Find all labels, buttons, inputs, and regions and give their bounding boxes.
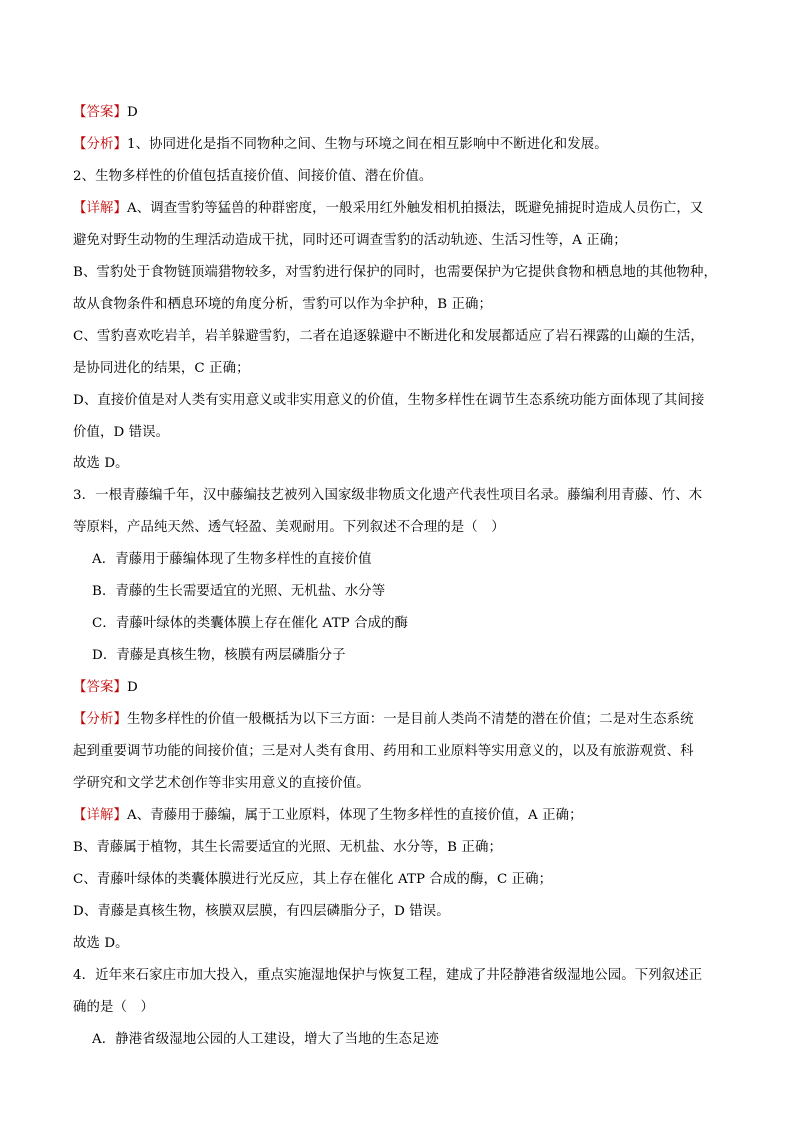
text-line bbox=[73, 454, 723, 474]
text-line bbox=[73, 678, 723, 698]
line-text: 故从食物条件和栖息环境的角度分析，雪豹可以作为伞护种，B 正确； bbox=[73, 297, 493, 312]
section-tag: 【详解】 bbox=[73, 201, 127, 216]
text-line bbox=[73, 199, 723, 219]
text-line bbox=[73, 742, 723, 762]
line-text: C、雪豹喜欢吃岩羊，岩羊躲避雪豹，二者在追逐躲避中不断进化和发展都适应了岩石裸露的山巅的生活， bbox=[73, 329, 704, 344]
line-text: 3．一根青藤编千年，汉中藤编技艺被列入国家级非物质文化遗产代表性项目名录。藤编利用青藤、竹、木 bbox=[73, 488, 703, 503]
line-text: 是协同进化的结果，C 正确； bbox=[73, 361, 250, 376]
text-line bbox=[73, 774, 723, 794]
text-line bbox=[73, 518, 723, 538]
section-tag: 【答案】 bbox=[73, 105, 127, 120]
text-line bbox=[73, 295, 723, 315]
option-line bbox=[92, 550, 742, 570]
line-text: D、青藤是真核生物，核膜双层膜，有四层磷脂分子，D 错误。 bbox=[73, 904, 450, 919]
line-text: 生物多样性的价值一般概括为以下三方面：一是目前人类尚不清楚的潜在价值；二是对生态系统 bbox=[126, 712, 694, 727]
line-text: A、调查雪豹等猛兽的种群密度，一般采用红外触发相机拍摄法，既避免捕捉时造成人员伤亡，又 bbox=[126, 201, 704, 216]
line-text: 4．近年来石家庄市加大投入，重点实施湿地保护与恢复工程，建成了井陉静港省级湿地公园。下列叙述正 bbox=[73, 968, 703, 983]
text-line bbox=[73, 838, 723, 858]
option-line bbox=[92, 1030, 742, 1050]
line-text: D、直接价值是对人类有实用意义或非实用意义的价值，生物多样性在调节生态系统功能方面体现了其间接 bbox=[73, 393, 705, 408]
text-line bbox=[73, 902, 723, 922]
option-line bbox=[92, 582, 742, 602]
option-line bbox=[92, 614, 742, 634]
line-text: C．青藤叶绿体的类囊体膜上存在催化 ATP 合成的酶 bbox=[92, 616, 409, 631]
line-text: A、青藤用于藤编，属于工业原料，体现了生物多样性的直接价值，A 正确； bbox=[126, 808, 583, 823]
text-line bbox=[73, 710, 723, 730]
text-line bbox=[73, 231, 723, 251]
line-text: D bbox=[126, 105, 138, 120]
section-tag: 【分析】 bbox=[73, 712, 127, 727]
text-line bbox=[73, 167, 723, 187]
section-tag: 【详解】 bbox=[73, 808, 127, 823]
line-text: 2、生物多样性的价值包括直接价值、间接价值、潜在价值。 bbox=[73, 169, 433, 184]
line-text: A．静港省级湿地公园的人工建设，增大了当地的生态足迹 bbox=[92, 1032, 440, 1047]
line-text: 故选 D。 bbox=[73, 456, 129, 471]
line-text: B．青藤的生长需要适宜的光照、无机盐、水分等 bbox=[92, 584, 386, 599]
section-tag: 【答案】 bbox=[73, 680, 127, 695]
text-line bbox=[73, 486, 723, 506]
line-text: C、青藤叶绿体的类囊体膜进行光反应，其上存在催化 ATP 合成的酶，C 正确； bbox=[73, 872, 553, 887]
line-text: A．青藤用于藤编体现了生物多样性的直接价值 bbox=[92, 552, 372, 567]
line-text: B、雪豹处于食物链顶端猎物较多，对雪豹进行保护的同时，也需要保护为它提供食物和栖息地的其他物种， bbox=[73, 265, 717, 280]
text-line bbox=[73, 934, 723, 954]
text-line bbox=[73, 966, 723, 986]
line-text: D．青藤是真核生物，核膜有两层磷脂分子 bbox=[92, 648, 346, 663]
option-line bbox=[92, 646, 742, 666]
line-text: B、青藤属于植物，其生长需要适宜的光照、无机盐、水分等，B 正确； bbox=[73, 840, 502, 855]
text-line bbox=[73, 391, 723, 411]
line-text: 等原料，产品纯天然、透气轻盈、美观耐用。下列叙述不合理的是（ ） bbox=[73, 520, 505, 535]
text-line bbox=[73, 263, 723, 283]
text-line bbox=[73, 806, 723, 826]
line-text: 1、协同进化是指不同物种之间、生物与环境之间在相互影响中不断进化和发展。 bbox=[126, 137, 608, 152]
line-text: 起到重要调节功能的间接价值；三是对人类有食用、药用和工业原料等实用意义的，以及有旅游观赏、科 bbox=[73, 744, 694, 759]
line-text: 学研究和文学艺术创作等非实用意义的直接价值。 bbox=[73, 776, 370, 791]
text-line bbox=[73, 423, 723, 443]
text-line bbox=[73, 135, 723, 155]
line-text: 避免对野生动物的生理活动造成干扰，同时还可调查雪豹的活动轨迹、生活习性等，A 正确； bbox=[73, 233, 627, 248]
line-text: 价值，D 错误。 bbox=[73, 425, 170, 440]
section-tag: 【分析】 bbox=[73, 137, 127, 152]
text-line bbox=[73, 998, 723, 1018]
line-text: 故选 D。 bbox=[73, 936, 129, 951]
line-text: D bbox=[126, 680, 138, 695]
line-text: 确的是（ ） bbox=[73, 1000, 154, 1015]
text-line bbox=[73, 103, 723, 123]
text-line bbox=[73, 359, 723, 379]
text-line bbox=[73, 327, 723, 347]
text-line bbox=[73, 870, 723, 890]
